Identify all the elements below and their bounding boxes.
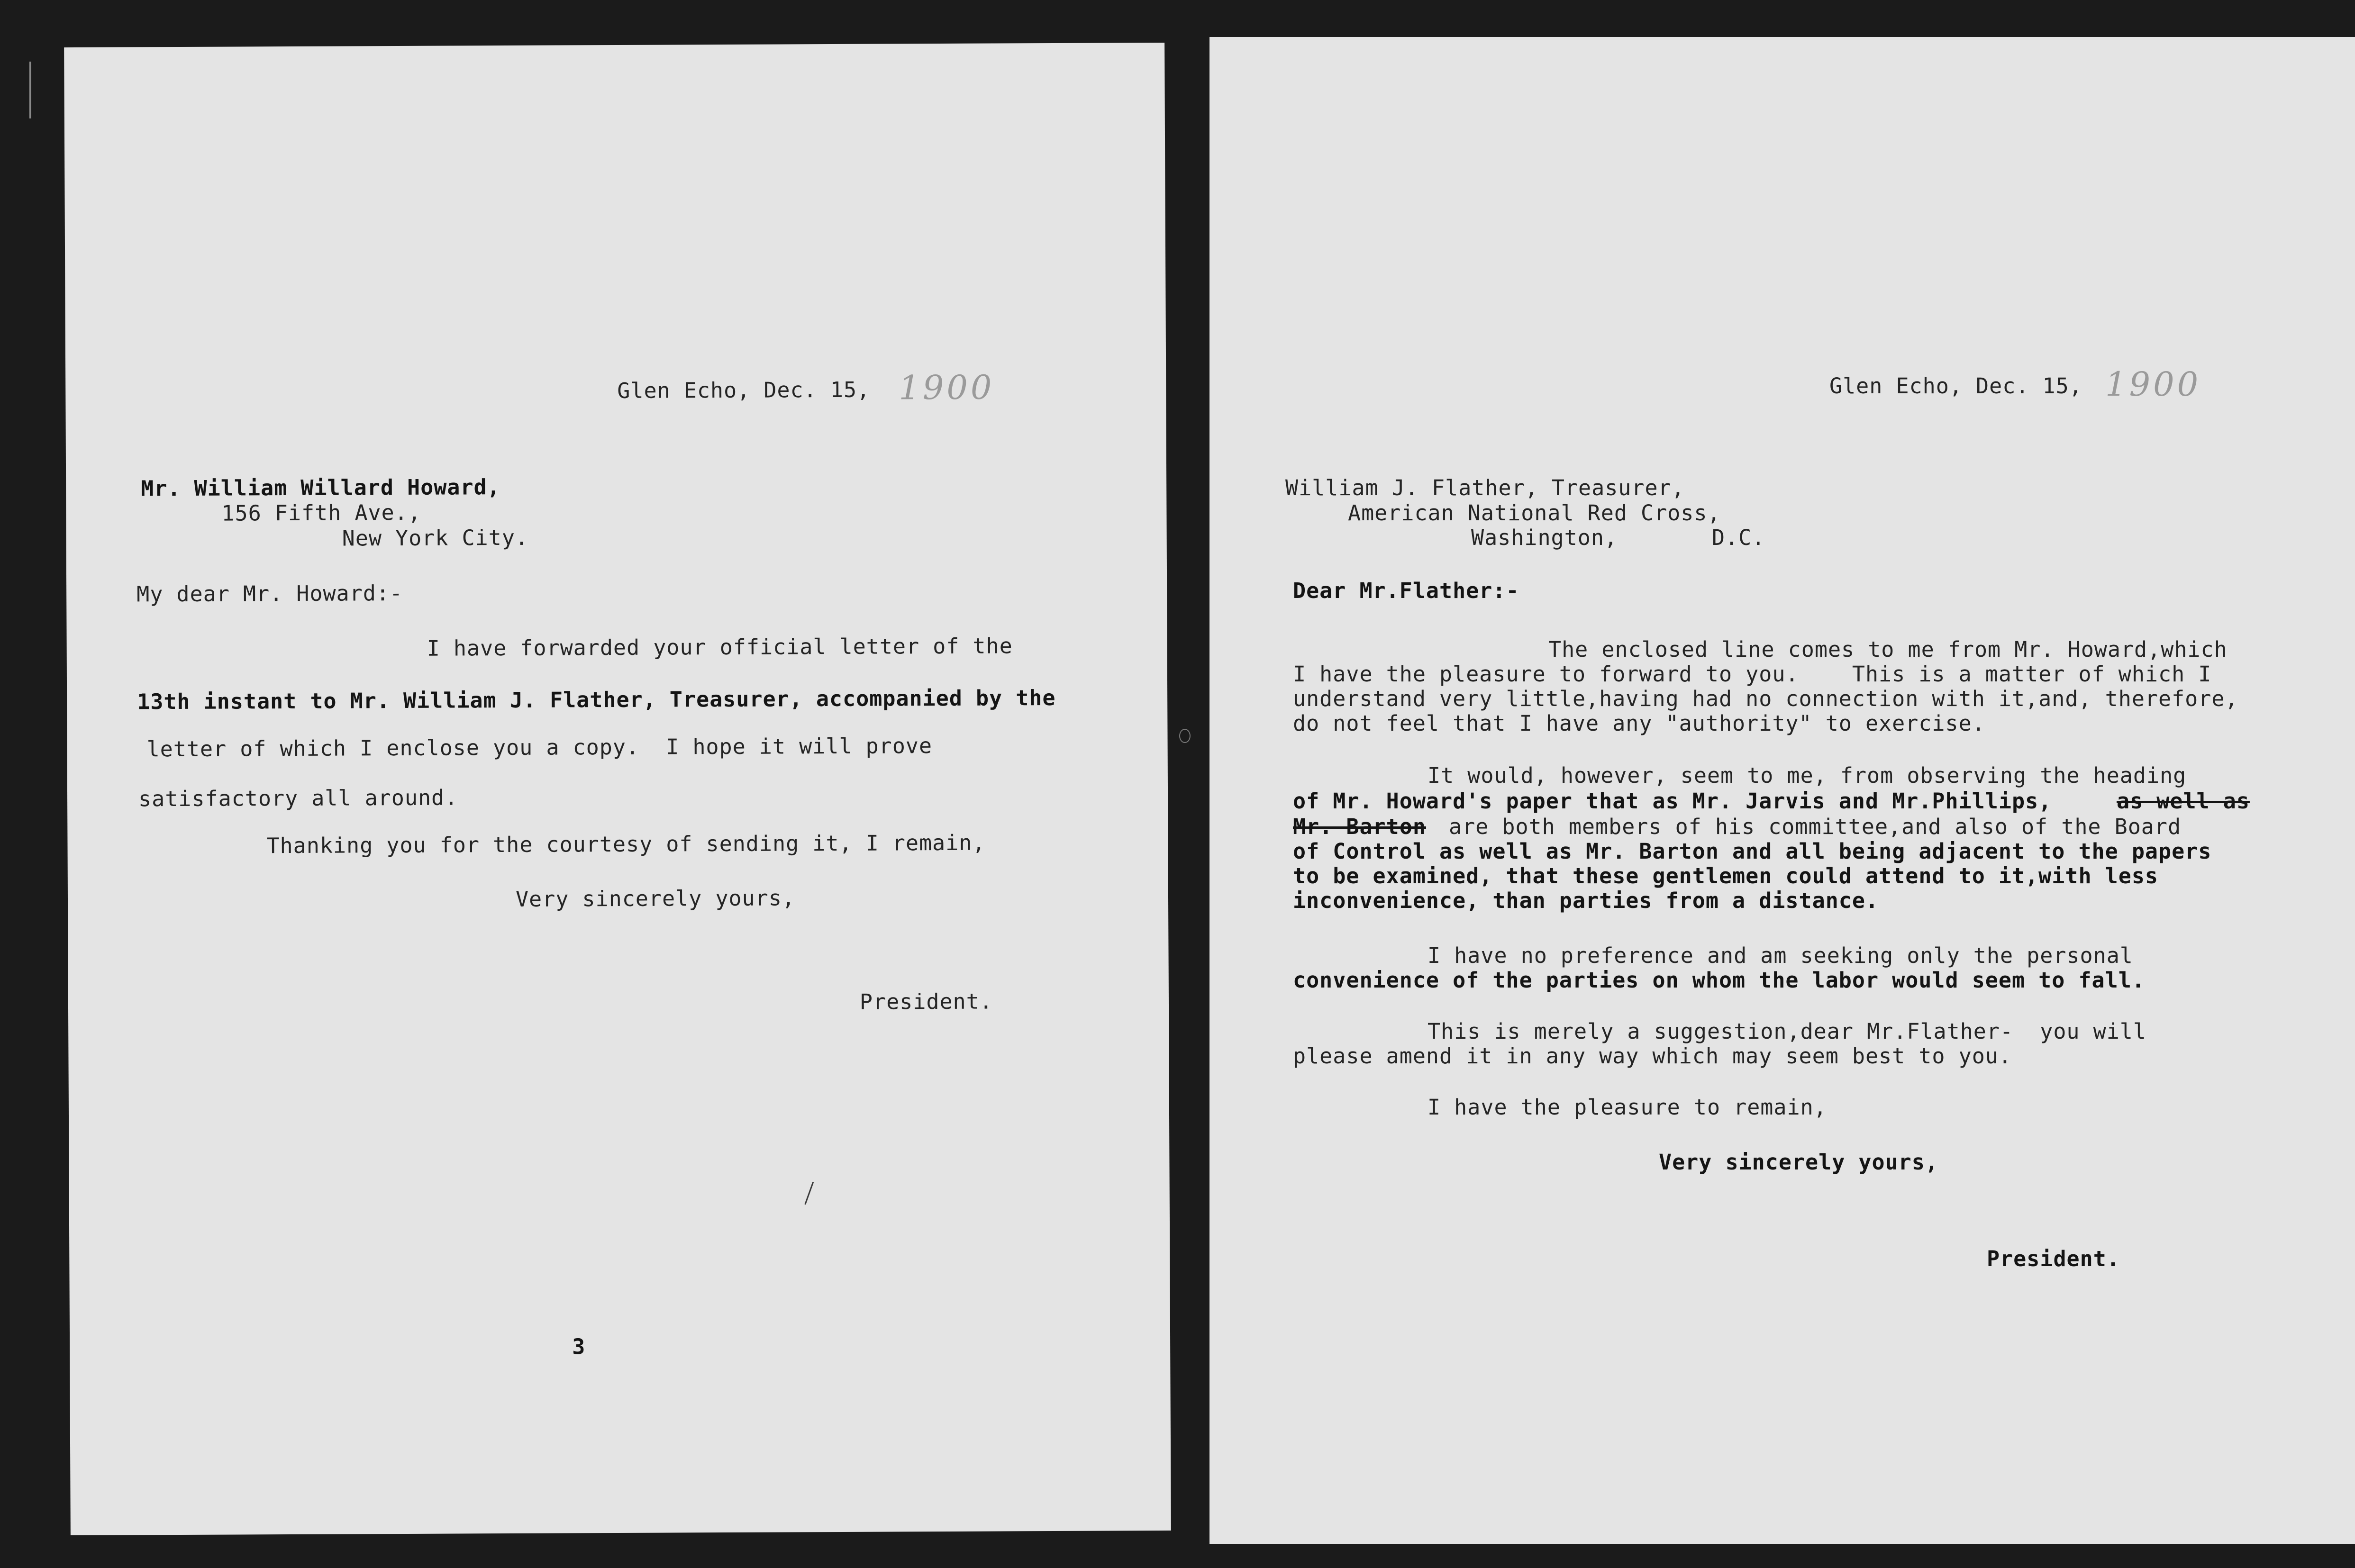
left-address-line-1: Mr. William Willard Howard, [141, 474, 500, 501]
right-signature-title: President. [1987, 1246, 2120, 1271]
right-p1-line-3: understand very little,having had no connection with it,and, therefore, [1293, 686, 2238, 711]
left-address-line-2: 156 Fifth Ave., [221, 499, 421, 526]
left-closing: Very sincerely yours, [515, 885, 796, 912]
right-p2-line-2: of Mr. Howard's paper that as Mr. Jarvis and Mr.Phillips, [1293, 789, 2052, 814]
binding-hole-mark [1179, 729, 1191, 743]
right-year-handwritten-note: 1900 [2105, 365, 2201, 404]
left-body-line-3: letter of which I enclose you a copy. I hope it will prove [146, 733, 933, 762]
right-p4-line-2: please amend it in any way which may seem best to you. [1293, 1043, 2012, 1069]
left-dateline: Glen Echo, Dec. 15, [617, 377, 871, 403]
left-body-line-2: 13th instant to Mr. William J. Flather, Treasurer, accompanied by the [137, 685, 1056, 715]
right-p2-line-1: It would, however, seem to me, from observing the heading [1428, 763, 2187, 788]
left-letter-page [64, 43, 1171, 1535]
right-p3-line-1: I have no preference and am seeking only the personal [1428, 943, 2133, 968]
right-p1-line-2: I have the pleasure to forward to you. This is a matter of which I [1293, 662, 2212, 687]
stray-pen-mark [804, 1182, 814, 1205]
right-p2-line-3: are both members of his committee,and also of the Board [1449, 814, 2182, 839]
right-dateline: Glen Echo, Dec. 15, [1829, 373, 2082, 399]
right-p4-line-1: This is merely a suggestion,dear Mr.Flather- you will [1428, 1019, 2146, 1044]
right-p2-line-6: inconvenience, than parties from a distance. [1293, 888, 1879, 913]
right-p2-line-4: of Control as well as Mr. Barton and all being adjacent to the papers [1293, 839, 2212, 864]
right-p3-line-2: convenience of the parties on whom the labor would seem to fall. [1293, 968, 2145, 993]
right-p5: I have the pleasure to remain, [1428, 1095, 1827, 1120]
right-address-line-4: D.C. [1712, 525, 1765, 550]
left-body-line-5: Thanking you for the courtesy of sending it, I remain, [266, 830, 986, 859]
right-struck-text-2: Mr. Barton [1293, 814, 1426, 839]
left-signature-title: President. [859, 988, 993, 1015]
left-salutation: My dear Mr. Howard:- [136, 580, 403, 607]
left-body-line-1: I have forwarded your official letter of the [427, 633, 1013, 661]
left-address-line-3: New York City. [342, 525, 529, 551]
left-page-number: 3 [572, 1334, 586, 1360]
right-address-line-1: William J. Flather, Treasurer, [1285, 475, 1685, 500]
left-body-line-4: satisfactory all around. [138, 785, 458, 812]
right-p1-line-1: The enclosed line comes to me from Mr. Howard,which [1548, 637, 2228, 662]
right-p1-line-4: do not feel that I have any "authority" to exercise. [1293, 711, 1985, 736]
right-letter-page [1209, 37, 2355, 1544]
scan-edge-mark [29, 62, 31, 118]
right-address-line-3: Washington, [1471, 525, 1618, 550]
right-p2-line-5: to be examined, that these gentlemen could attend to it,with less [1293, 863, 2158, 888]
right-address-line-2: American National Red Cross, [1348, 500, 1721, 526]
right-struck-text-1: as well as [2117, 789, 2250, 814]
right-closing: Very sincerely yours, [1659, 1150, 1938, 1175]
left-year-handwritten-note: 1900 [899, 368, 995, 408]
right-salutation: Dear Mr.Flather:- [1293, 578, 1519, 603]
